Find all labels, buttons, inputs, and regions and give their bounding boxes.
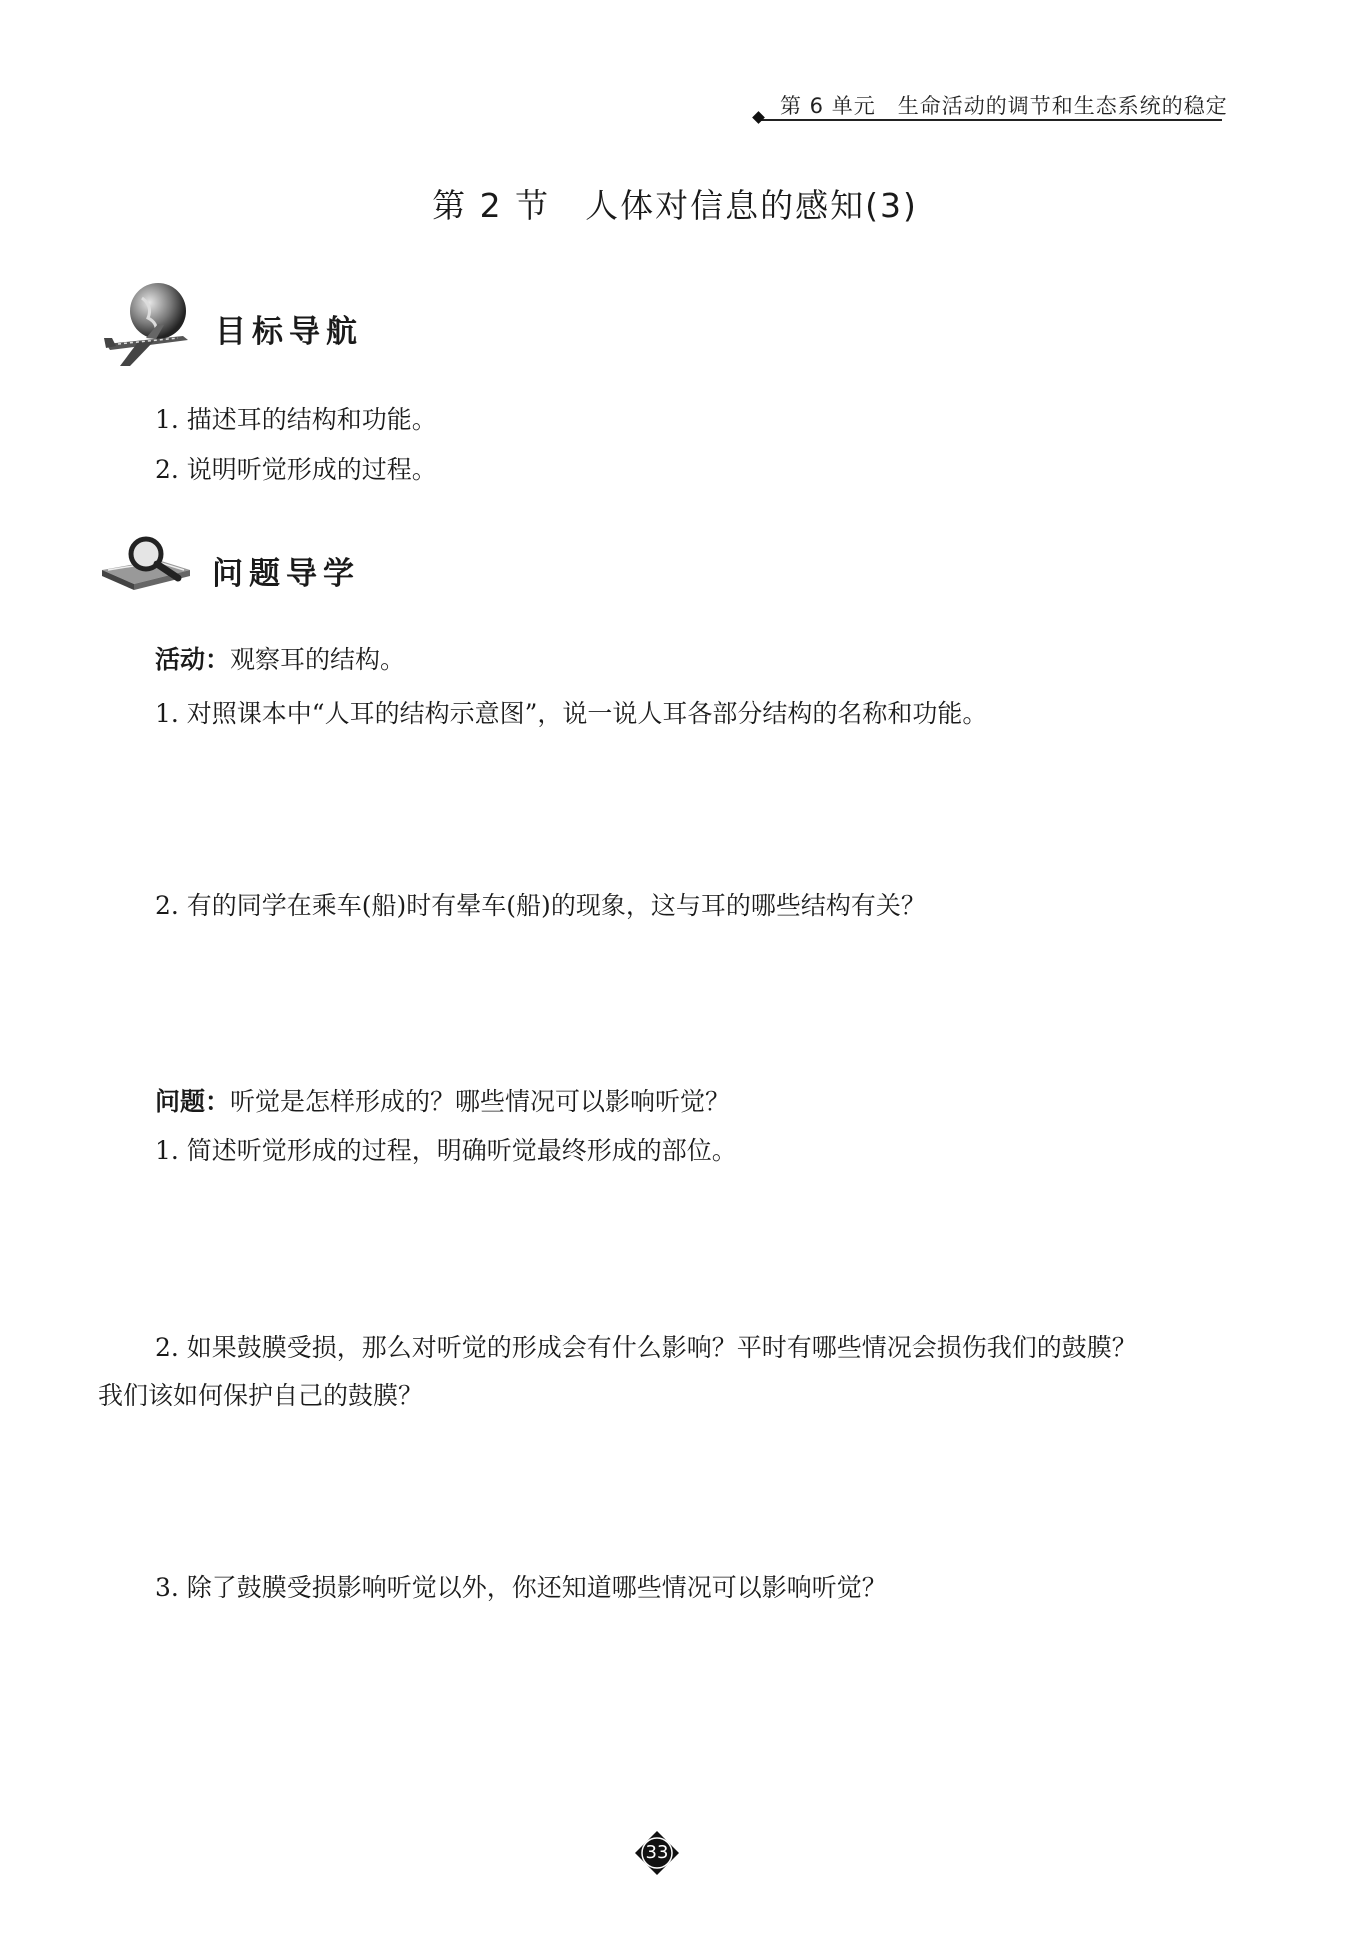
goal-item: 1. 描述耳的结构和功能。: [155, 405, 437, 434]
goal-item: 2. 说明听觉形成的过程。: [155, 455, 437, 484]
unit-header: 第 6 单元 生命活动的调节和生态系统的稳定: [780, 94, 1228, 118]
globe-airplane-icon: [98, 278, 198, 373]
page-number: 33: [645, 1842, 669, 1863]
problem-question-2: 2. 如果鼓膜受损，那么对听觉的形成会有什么影响？平时有哪些情况会损伤我们的鼓膜？: [155, 1333, 1137, 1362]
page-number-badge: [634, 1830, 680, 1876]
problem-text: 听觉是怎样形成的？哪些情况可以影响听觉？: [230, 1087, 731, 1116]
problem-question-2-cont: 我们该如何保护自己的鼓膜？: [98, 1381, 424, 1410]
activity-question-1: 1. 对照课本中“人耳的结构示意图”，说一说人耳各部分结构的名称和功能。: [155, 699, 988, 728]
magnifier-books-icon: [98, 534, 198, 594]
goals-heading: 目标导航: [215, 314, 363, 350]
activity-line: [155, 644, 405, 676]
problem-question-3: 3. 除了鼓膜受损影响听觉以外，你还知道哪些情况可以影响听觉？: [155, 1573, 887, 1602]
guide-heading: 问题导学: [212, 556, 360, 592]
header-rule: [760, 119, 1222, 121]
problem-question-1: 1. 简述听觉形成的过程，明确听觉最终形成的部位。: [155, 1136, 737, 1165]
page-title: 第 2 节 人体对信息的感知(3): [432, 186, 918, 225]
activity-label: 活动：: [155, 645, 231, 674]
activity-question-2: 2. 有的同学在乘车(船)时有晕车(船)的现象，这与耳的哪些结构有关？: [155, 891, 926, 920]
header-diamond-icon: [752, 111, 765, 124]
problem-line: [155, 1086, 730, 1118]
problem-label: 问题：: [155, 1087, 231, 1116]
activity-text: 观察耳的结构。: [230, 645, 406, 674]
